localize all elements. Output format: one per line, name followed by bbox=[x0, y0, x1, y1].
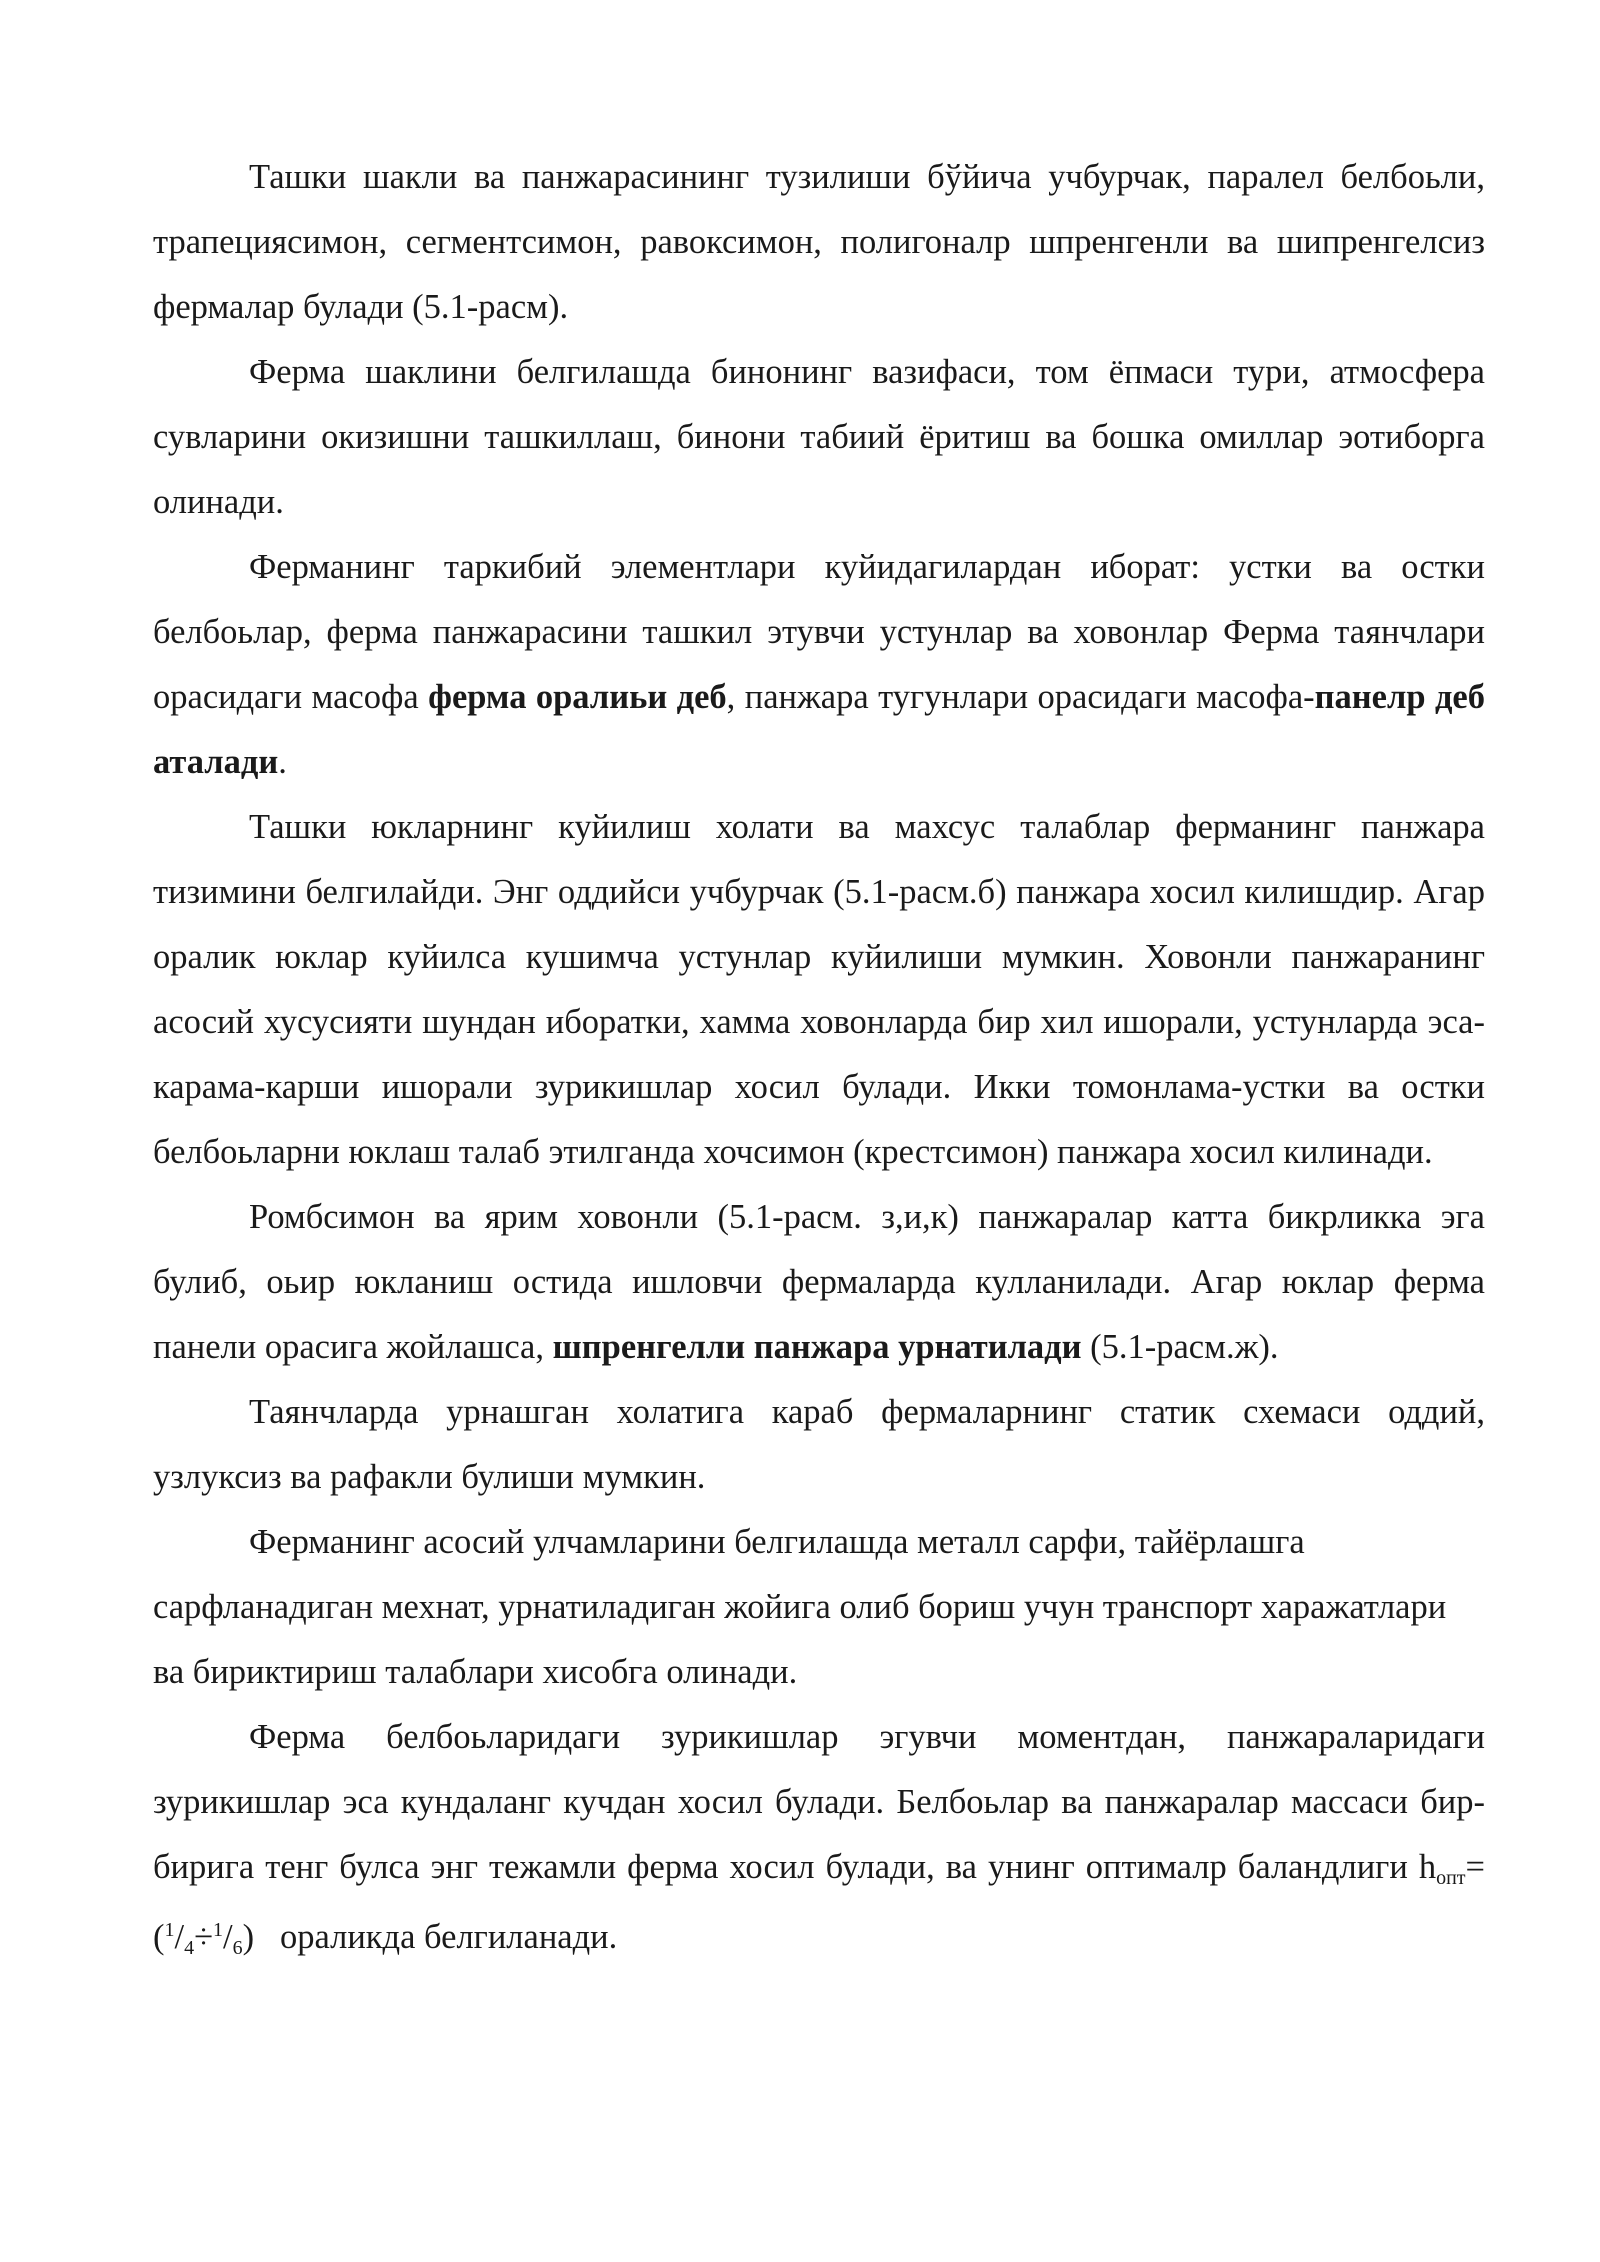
text-run: (5.1-расм.ж). bbox=[1081, 1328, 1279, 1366]
formula-h-subscript: опт bbox=[1436, 1867, 1466, 1889]
formula-divide-sign: ÷ bbox=[194, 1918, 214, 1956]
paragraph-main-dimensions: Ферманинг асосий улчамларини белгилашда металл сарфи, тайёрлашга сарфланадиган мехнат, урнатиладиган жойига олиб бориш учун транспорт харажатлари ва бириктириш талаблари хисобга олинади. bbox=[153, 1523, 1447, 1691]
text-run: , панжара тугунлари орасидаги масофа- bbox=[726, 678, 1315, 716]
term-truss-span: ферма оралиьи деб bbox=[428, 678, 727, 716]
text-run: Ферма белбоьларидаги зурикишлар эгувчи моментдан, панжараларидаги зурикишлар эса кундаланг кучдан хосил булади. Белбоьлар ва панжаралар массаси бир-бирига тенг булса энг тежамли ферма хосил булади, ва унинг оптималр баландлиги bbox=[153, 1718, 1485, 1886]
formula-close: ) bbox=[242, 1918, 255, 1956]
formula-numerator-2: 1 bbox=[213, 1919, 224, 1941]
paragraph-lattice-system: Ташки юкларнинг куйилиш холати ва махсус талаблар ферманинг панжара тизимини белгилайди. Энг оддийси учбурчак (5.1-расм.б) панжара хосил килишдир. Агар оралик юклар куйилса кушимча устунлар куйилиши мумкин. Ховонли панжаранинг асосий хусусияти шундан иборатки, хамма ховонларда бир хил ишорали, устунларда эса- карама-карши ишорали зурикишлар хосил булади. Икки томонлама-устки ва остки белбоьларни юклаш талаб этилганда хочсимон (крестсимон) панжара хосил килинади. bbox=[153, 808, 1485, 1171]
paragraph-static-scheme: Таянчларда урнашган холатига караб фермаларнинг статик схемаси оддий, узлуксиз ва рафакли булиши мумкин. bbox=[153, 1393, 1485, 1496]
document-body bbox=[153, 145, 1485, 1975]
paragraph-truss-shapes: Ташки шакли ва панжарасининг тузилиши бўйича учбурчак, паралел белбоьли, трапециясимон, сегментсимон, равоксимон, полигоналр шпренгенли ва шипренгелсиз фермалар булади (5.1-расм). bbox=[153, 158, 1485, 326]
paragraph-truss-elements bbox=[153, 535, 1485, 795]
term-panel: панелр деб аталади bbox=[153, 678, 1485, 781]
formula-slash: / bbox=[223, 1918, 233, 1956]
text-run: Ферманинг таркибий элементлари куйидагилардан иборат: устки ва остки белбоьлар, ферма панжарасини ташкил этувчи устунлар ва ховонлар Ферма таянчлари орасидаги масофа bbox=[153, 548, 1485, 716]
formula-denominator-2: 6 bbox=[232, 1937, 243, 1959]
text-run: . bbox=[278, 743, 287, 781]
paragraph-rhombic-lattice bbox=[153, 1185, 1485, 1380]
text-run: Ромбсимон ва ярим ховонли (5.1-расм. з,и,к) панжаралар катта бикрликка эга булиб, оьир юкланиш остида ишловчи фермаларда кулланилади. Агар юклар ферма панели орасига жойлашса, bbox=[153, 1198, 1485, 1366]
formula-h-symbol: h bbox=[1418, 1848, 1437, 1886]
formula-denominator-1: 4 bbox=[184, 1937, 195, 1959]
formula-slash: / bbox=[174, 1918, 185, 1956]
text-run: ораликда белгиланади. bbox=[254, 1918, 618, 1956]
term-sprengel-lattice: шпренгелли панжара урнатилади bbox=[552, 1328, 1082, 1366]
formula-numerator-1: 1 bbox=[164, 1919, 175, 1941]
paragraph-optimal-height bbox=[153, 1705, 1485, 1975]
formula-open: =( bbox=[153, 1848, 1485, 1956]
paragraph-truss-shape-selection: Ферма шаклини белгилашда бинонинг вазифаси, том ёпмаси тури, атмосфера сувларини окизишни ташкиллаш, бинони табиий ёритиш ва бошка омиллар эотиборга олинади. bbox=[153, 353, 1485, 521]
